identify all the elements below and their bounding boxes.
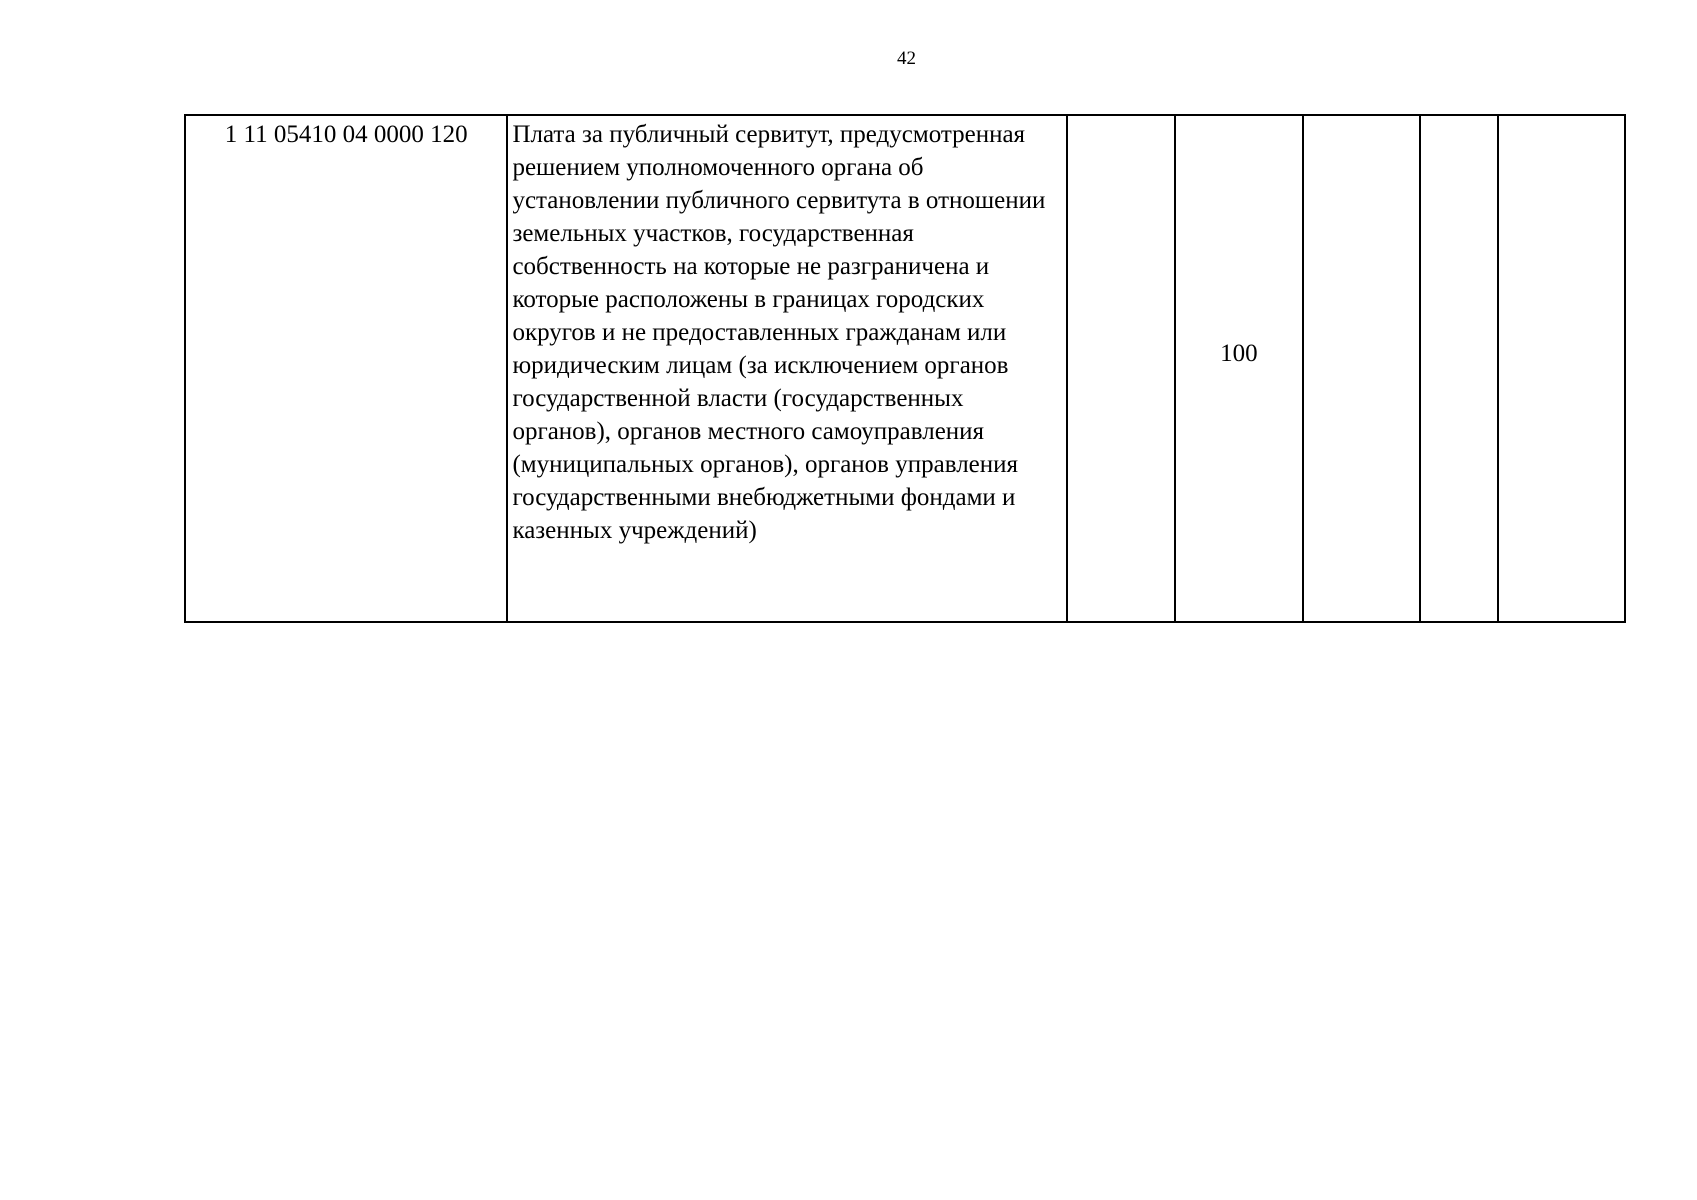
revenue-description-cell: Плата за публичный сервитут, предусмотренная решением уполномоченного органа об установлении публичного сервитута в отношении земельных участков, государственная собственность на которые не разграничена и которые расположены в границах городских округов и не предоставленных гражданам или юридическим лицам (за исключением органов государственной власти (государственных органов), органов местного самоуправления (муниципальных органов), органов управления государственными внебюджетными фондами и казенных учреждений) [507, 115, 1067, 622]
budget-code-cell: 1 11 05410 04 0000 120 [185, 115, 507, 622]
percent-value-cell: 100 [1175, 115, 1302, 622]
page-number: 42 [897, 48, 916, 69]
column-5-cell [1303, 115, 1420, 622]
table-row [185, 115, 1625, 622]
revenue-table [184, 114, 1626, 623]
column-7-cell [1498, 115, 1625, 622]
column-3-cell [1067, 115, 1175, 622]
column-6-cell [1420, 115, 1498, 622]
